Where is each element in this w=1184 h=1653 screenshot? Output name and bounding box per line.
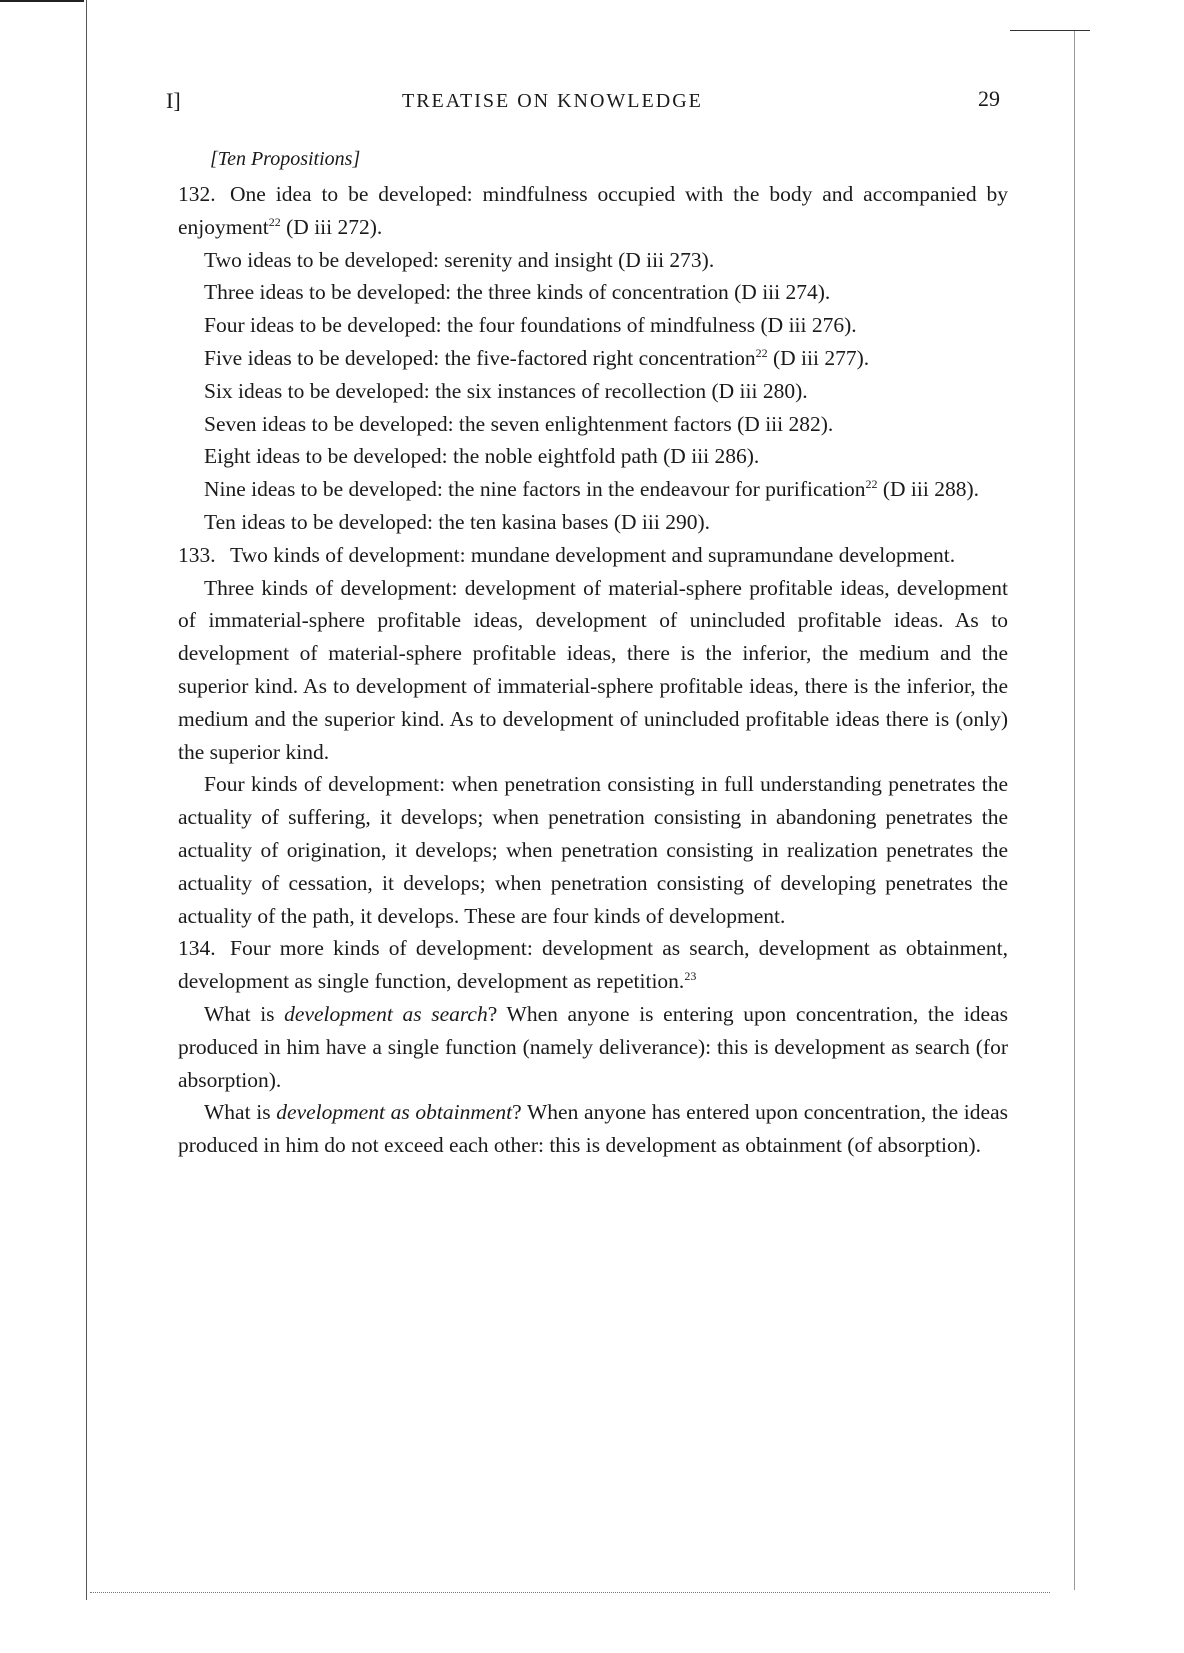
paragraph: Nine ideas to be developed: the nine factors in the endeavour for purification$^{22}$ (D iii 288). xyxy=(204,477,980,502)
scan-edge-top xyxy=(0,0,84,2)
chapter-mark: I] xyxy=(166,88,181,113)
footnote-ref: 22 xyxy=(755,345,768,360)
paragraph: Five ideas to be developed: the five-factored right concentration$^{22}$ (D iii 277). xyxy=(204,345,870,370)
paragraph-134: 134. Four more kinds of development: development as search, development as obtainment, development as single function, development as repetition.$^{23}$ xyxy=(178,932,1008,998)
paragraph: Two ideas to be developed: serenity and insight (D iii 273). xyxy=(204,247,715,272)
paragraph: Eight ideas to be developed: the noble eightfold path (D iii 286). xyxy=(204,444,760,469)
paragraph: Six ideas to be developed: the six instances of recollection (D iii 280). xyxy=(204,378,808,403)
paragraph-132: 132. One idea to be developed: mindfulness occupied with the body and accompanied by enjoyment$^{22}$ (D iii 272). xyxy=(178,178,1008,244)
paragraph: Three ideas to be developed: the three kinds of concentration (D iii 274). xyxy=(204,280,831,305)
running-title: TREATISE ON KNOWLEDGE xyxy=(402,90,703,112)
footnote-ref: 22 xyxy=(268,214,281,229)
paragraph-133: 133. Two kinds of development: mundane development and supramundane development. xyxy=(178,539,1008,572)
scan-margin-line-left xyxy=(86,0,87,1600)
scan-rule-bottom xyxy=(90,1592,1050,1593)
scan-rule-top xyxy=(1010,30,1090,31)
defined-term: development as search xyxy=(284,1001,488,1026)
paragraph: Seven ideas to be developed: the seven enlightenment factors (D iii 282). xyxy=(204,411,834,436)
page-number: 29 xyxy=(978,86,1000,111)
paragraph: What is development as search? When anyone is entering upon concentration, the ideas produced in him have a single function (namely deliverance): this is development as search (for absorption). xyxy=(178,1001,1008,1092)
paragraph: Four kinds of development: when penetration consisting in full understanding penetrates the actuality of suffering, it develops; when penetration consisting in abandoning penetrates the actuality of origination, it develops; when penetration consisting in realization penetrates the actuality of cessation, it develops; when penetration consisting of developing penetrates the actuality of the path, it develops. These are four kinds of development. xyxy=(178,772,1008,928)
paragraph-number: 134. xyxy=(178,936,216,961)
footnote-ref: 23 xyxy=(684,968,697,983)
section-heading: [Ten Propositions] xyxy=(210,148,361,170)
defined-term: development as obtainment xyxy=(276,1100,513,1125)
text-body xyxy=(178,178,1008,1162)
running-head xyxy=(166,84,1000,114)
footnote-ref: 22 xyxy=(865,477,878,492)
scan-margin-line-right xyxy=(1074,30,1075,1590)
paragraph-number: 132. xyxy=(178,182,216,206)
paragraph: What is development as obtainment? When anyone has entered upon concentration, the ideas produced in him do not exceed each other: this is development as obtainment (of absorption). xyxy=(178,1100,1008,1158)
paragraph: Three kinds of development: development of material-sphere profitable ideas, development of immaterial-sphere profitable ideas, development of unincluded profitable ideas. As to development of material-sphere profitable ideas, there is the inferior, the medium and the superior kind. As to development of immaterial-sphere profitable ideas, there is the inferior, the medium and the superior kind. As to development of unincluded profitable ideas there is (only) the superior kind. xyxy=(178,575,1008,764)
paragraph: Four ideas to be developed: the four foundations of mindfulness (D iii 276). xyxy=(204,313,857,338)
paragraph-number: 133. xyxy=(178,542,216,567)
paragraph: Ten ideas to be developed: the ten kasina bases (D iii 290). xyxy=(204,509,710,534)
